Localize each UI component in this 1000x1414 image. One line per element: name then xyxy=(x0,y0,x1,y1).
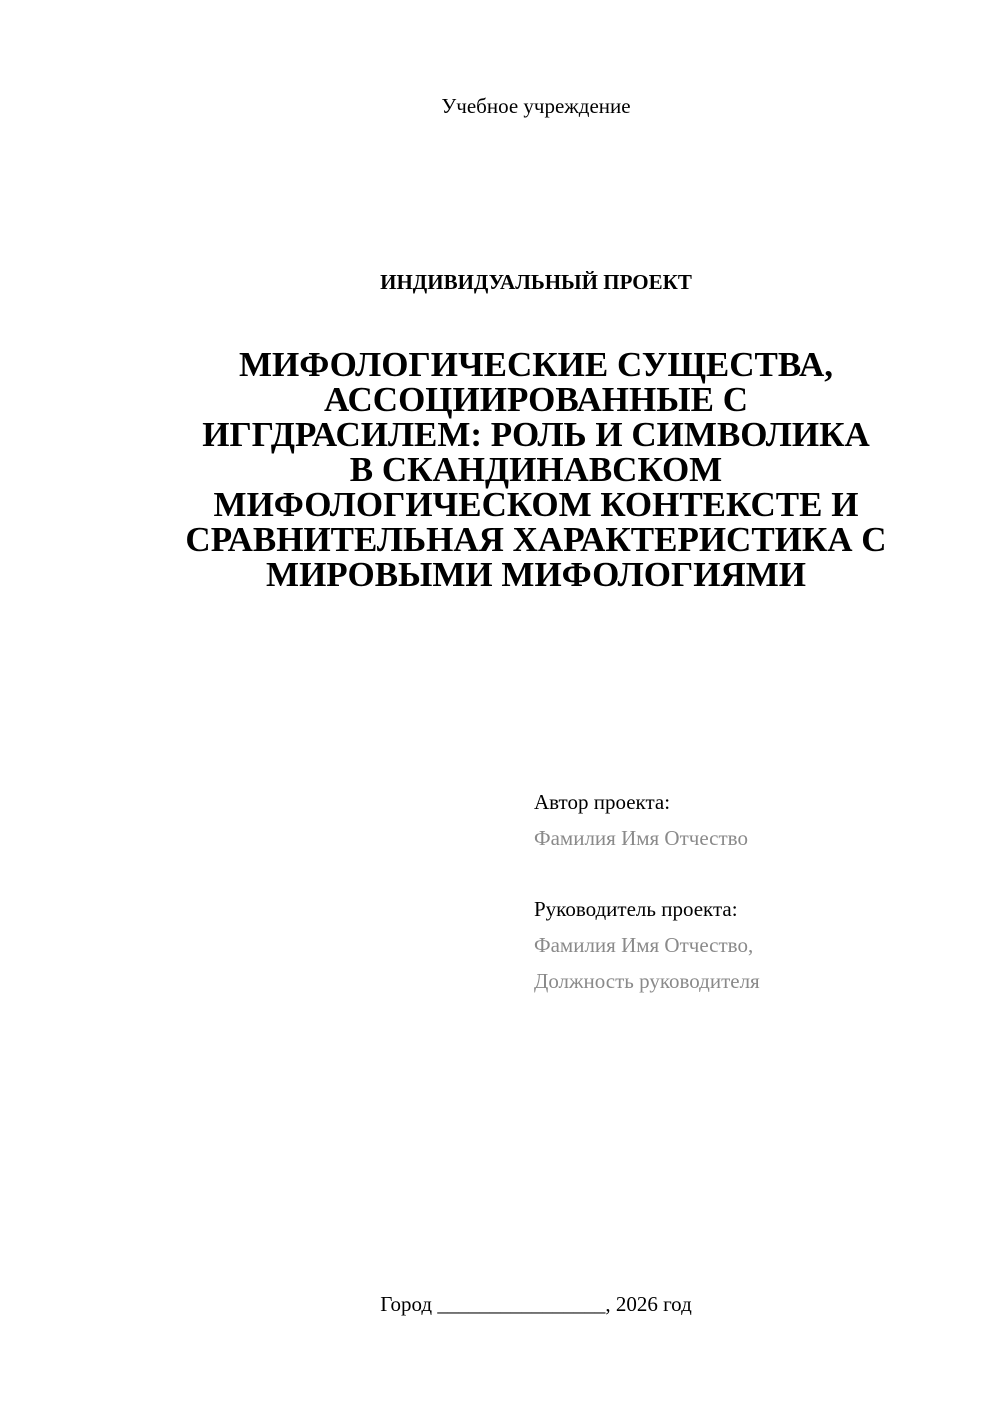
supervisor-label: Руководитель проекта: xyxy=(534,897,738,921)
title-line: МИФОЛОГИЧЕСКИЕ СУЩЕСТВА, xyxy=(238,345,834,384)
document-title xyxy=(120,347,952,592)
title-line: МИФОЛОГИЧЕСКОМ КОНТЕКСТЕ И xyxy=(213,485,859,524)
title-line: АССОЦИИРОВАННЫЕ С xyxy=(324,380,748,419)
title-line: МИРОВЫМИ МИФОЛОГИЯМИ xyxy=(266,555,806,594)
title-line: В СКАНДИНАВСКОМ xyxy=(349,450,723,489)
institution-name: Учебное учреждение xyxy=(441,94,631,118)
city-year-line: Город ________________, 2026 год xyxy=(380,1292,692,1316)
author-name: Фамилия Имя Отчество xyxy=(534,826,748,850)
title-line: СРАВНИТЕЛЬНАЯ ХАРАКТЕРИСТИКА С xyxy=(185,520,887,559)
document-type: ИНДИВИДУАЛЬНЫЙ ПРОЕКТ xyxy=(380,270,692,294)
title-line: ИГГДРАСИЛЕМ: РОЛЬ И СИМВОЛИКА xyxy=(202,415,870,454)
supervisor-name: Фамилия Имя Отчество, xyxy=(534,933,754,957)
supervisor-block xyxy=(534,891,760,999)
author-label: Автор проекта: xyxy=(534,790,671,814)
author-block xyxy=(534,784,748,856)
supervisor-position: Должность руководителя xyxy=(534,969,760,993)
